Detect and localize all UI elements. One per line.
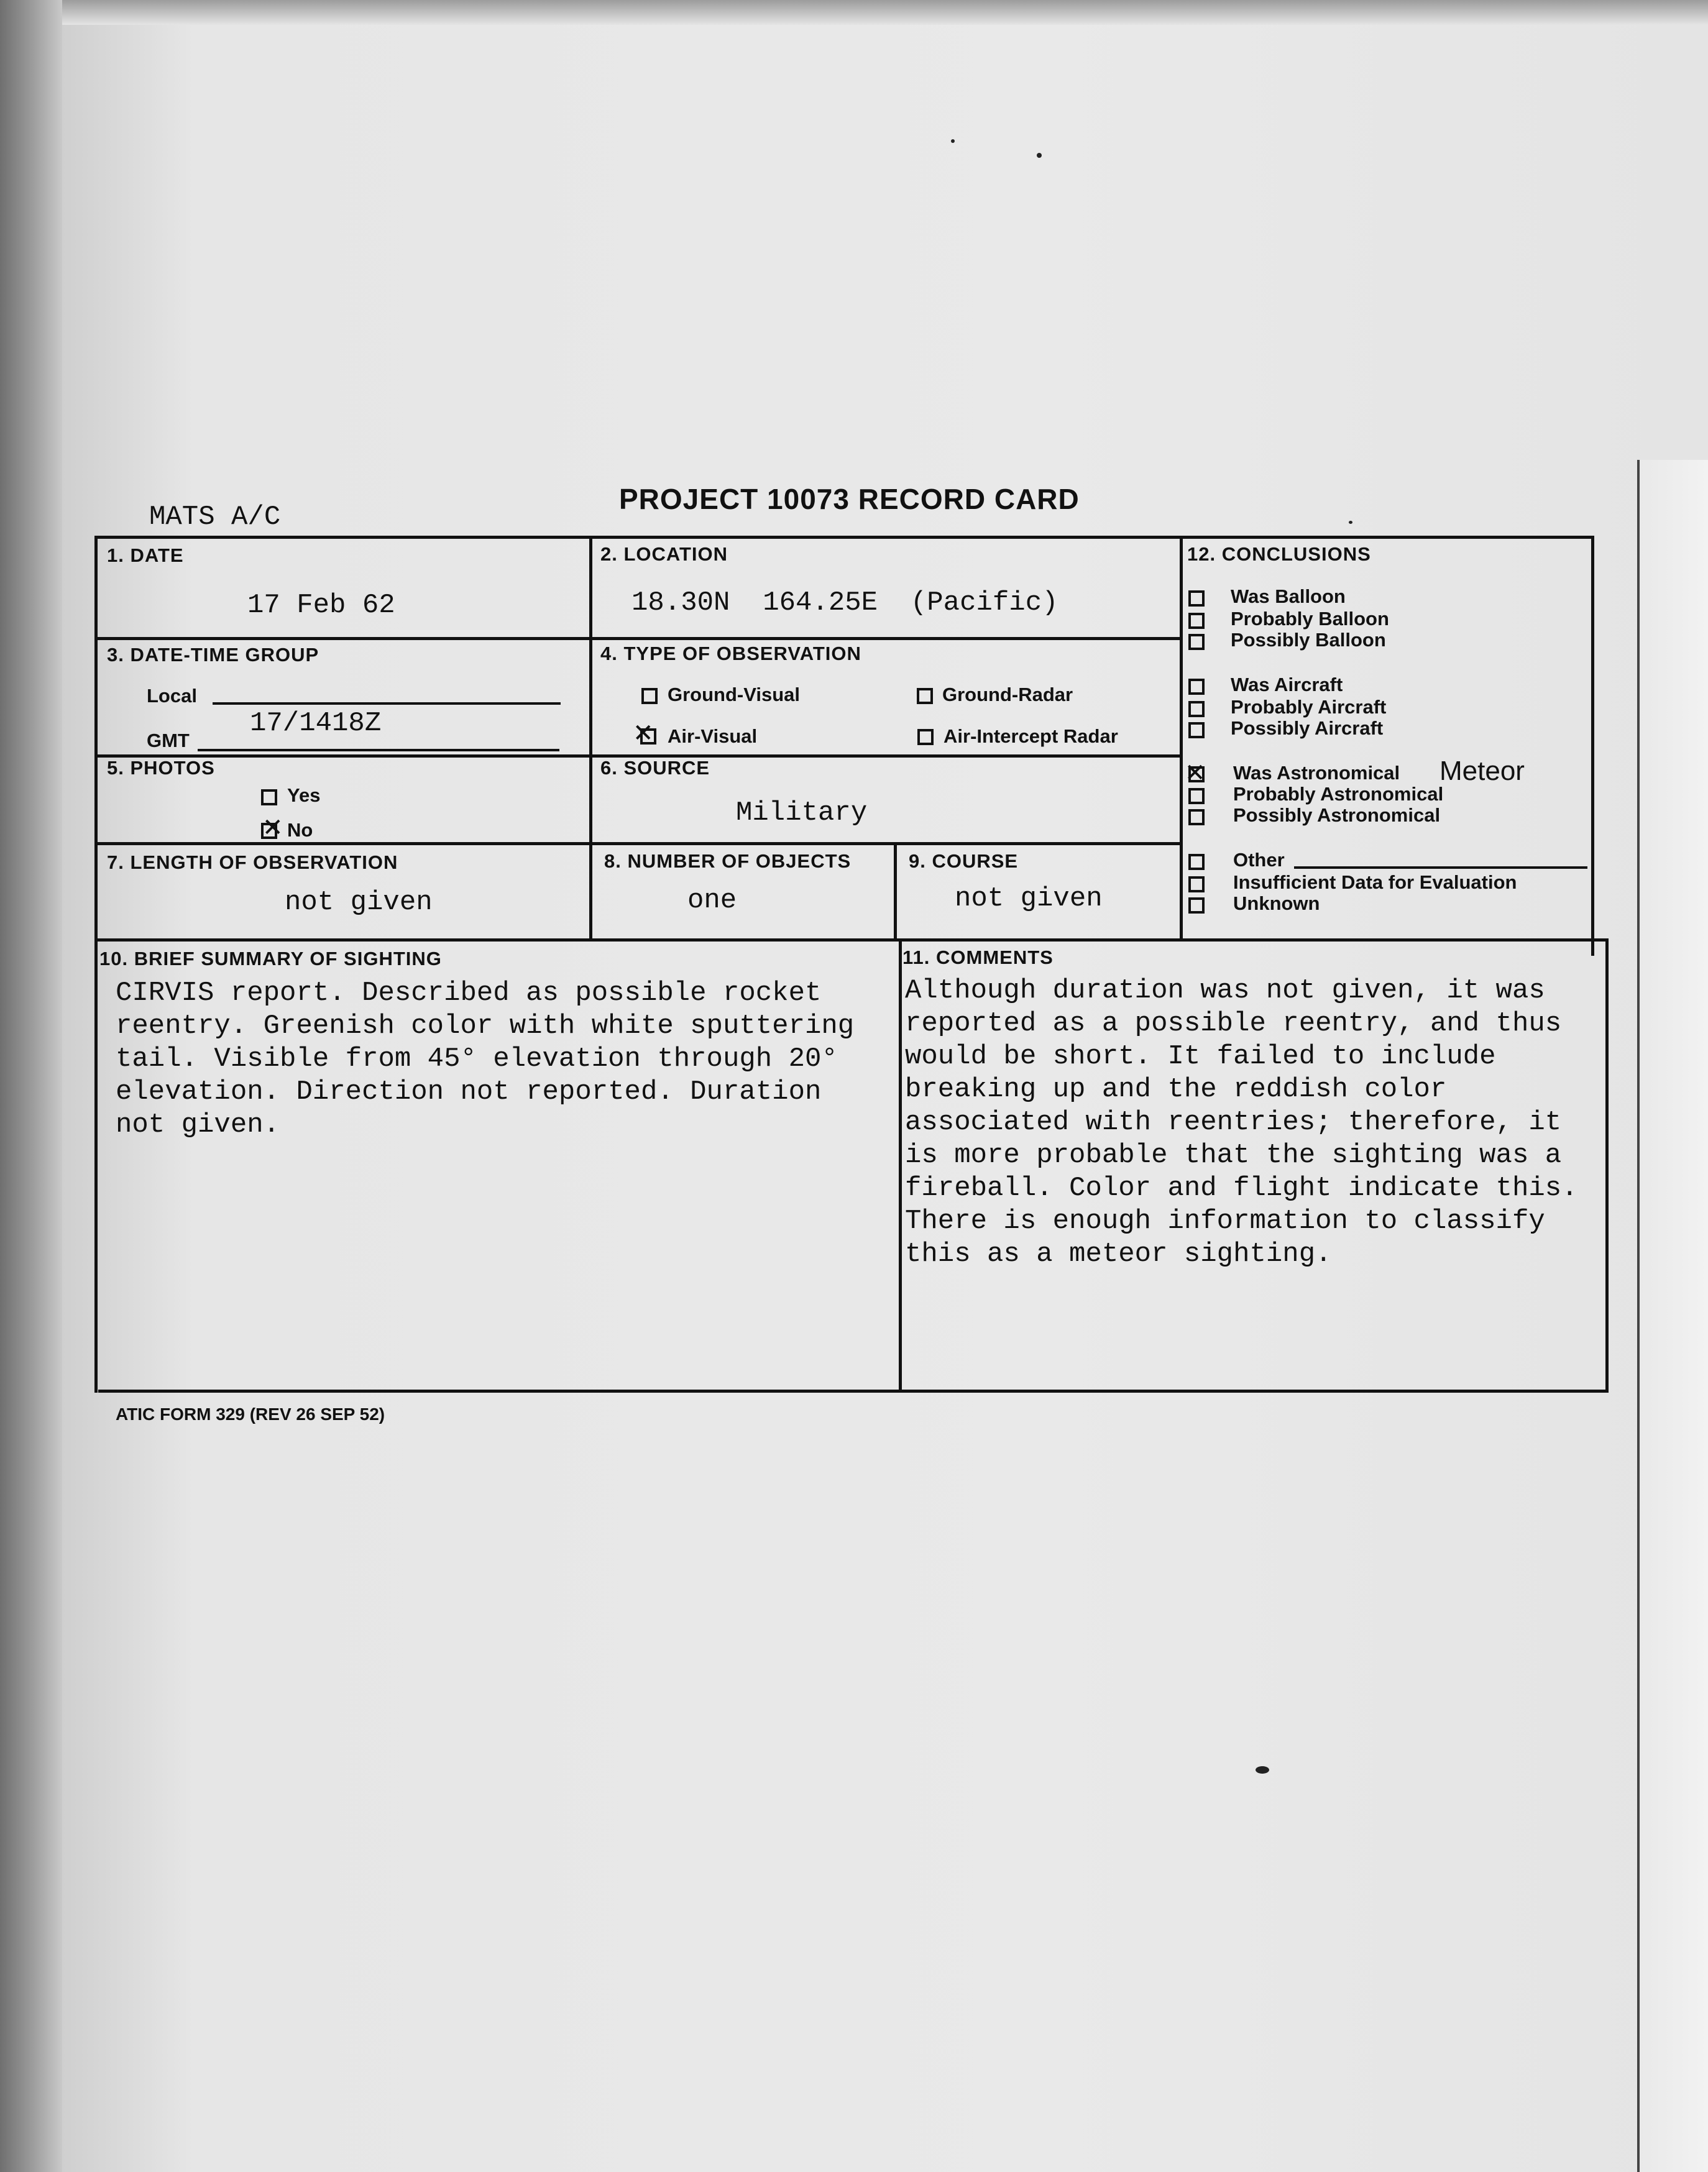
divider-col-comments [899, 940, 902, 1391]
type-of-observation-label: 4. TYPE OF OBSERVATION [600, 643, 861, 664]
frame-right-lower [1605, 942, 1609, 1393]
dust-speck [1256, 1766, 1269, 1774]
air-intercept-radar-checkbox[interactable] [917, 729, 934, 745]
probably-balloon-label: Probably Balloon [1231, 608, 1389, 630]
dust-speck [951, 139, 955, 143]
comments-line: this as a meteor sighting. [905, 1239, 1332, 1270]
film-border-right [1637, 460, 1708, 2172]
date-value: 17 Feb 62 [247, 590, 395, 621]
conclusions-label: 12. CONCLUSIONS [1187, 543, 1371, 565]
gmt-value: 17/1418Z [250, 708, 382, 739]
date-time-group-label: 3. DATE-TIME GROUP [107, 644, 319, 666]
was-aircraft-checkbox[interactable] [1188, 679, 1205, 695]
photos-label: 5. PHOTOS [107, 757, 215, 779]
probably-aircraft-label: Probably Aircraft [1231, 696, 1387, 718]
possibly-astronomical-label: Possibly Astronomical [1233, 804, 1441, 826]
photos-no-check-mark: ✕ [262, 813, 283, 842]
brief-summary-text [116, 977, 854, 1142]
comments-line: reported as a possible reentry, and thus [905, 1008, 1562, 1039]
divider-col-1 [589, 536, 592, 938]
ground-visual-checkbox[interactable] [641, 688, 658, 704]
other-underline [1294, 866, 1587, 869]
source-label: 6. SOURCE [600, 757, 710, 779]
gmt-label: GMT [147, 730, 190, 751]
ground-radar-label: Ground-Radar [942, 684, 1073, 705]
divider-row-3 [94, 842, 1182, 845]
local-label: Local [147, 685, 197, 707]
dust-speck [1037, 153, 1042, 158]
air-visual-check-mark: ✕ [633, 719, 654, 748]
was-astronomical-annotation: Meteor [1439, 756, 1525, 786]
source-value: Military [736, 797, 868, 828]
probably-astronomical-label: Probably Astronomical [1233, 783, 1444, 805]
photos-no-label: No [287, 819, 313, 841]
frame-left [94, 536, 98, 1393]
comments-label: 11. COMMENTS [902, 946, 1054, 968]
form-title: PROJECT 10073 RECORD CARD [619, 483, 1080, 515]
course-value: not given [955, 883, 1103, 914]
number-of-objects-value: one [687, 885, 737, 916]
was-balloon-label: Was Balloon [1231, 585, 1346, 607]
number-of-objects-label: 8. NUMBER OF OBJECTS [604, 850, 852, 872]
brief-summary-line: reentry. Greenish color with white sputtering [116, 1010, 855, 1042]
possibly-aircraft-checkbox[interactable] [1188, 722, 1205, 738]
was-balloon-checkbox[interactable] [1188, 590, 1205, 607]
divider-row-4 [94, 938, 1609, 942]
brief-summary-label: 10. BRIEF SUMMARY OF SIGHTING [99, 948, 442, 969]
probably-astronomical-checkbox[interactable] [1188, 788, 1205, 804]
probably-balloon-checkbox[interactable] [1188, 613, 1205, 629]
comments-line: There is enough information to classify [905, 1206, 1545, 1237]
film-border-top [62, 0, 1708, 25]
length-of-observation-label: 7. LENGTH OF OBSERVATION [107, 851, 398, 873]
divider-col-course [894, 844, 897, 939]
comments-line: fireball. Color and flight indicate this. [905, 1173, 1578, 1204]
possibly-balloon-label: Possibly Balloon [1231, 629, 1386, 651]
length-of-observation-value: not given [285, 887, 433, 918]
brief-summary-line: not given. [116, 1109, 280, 1140]
comments-line: associated with reentries; therefore, it [905, 1107, 1562, 1138]
divider-row-1 [94, 637, 1182, 640]
insufficient-data-label: Insufficient Data for Evaluation [1233, 871, 1517, 893]
insufficient-data-checkbox[interactable] [1188, 876, 1205, 892]
possibly-aircraft-label: Possibly Aircraft [1231, 717, 1384, 739]
film-border-left [0, 0, 62, 2172]
comments-text [905, 974, 1578, 1271]
comments-line: breaking up and the reddish color [905, 1074, 1447, 1105]
dust-speck [1349, 521, 1352, 524]
comments-line: Although duration was not given, it was [905, 975, 1545, 1006]
frame-bottom [98, 1390, 1609, 1393]
probably-aircraft-checkbox[interactable] [1188, 701, 1205, 717]
brief-summary-line: elevation. Direction not reported. Duration [116, 1076, 822, 1107]
location-label: 2. LOCATION [600, 543, 728, 565]
photos-yes-checkbox[interactable] [261, 789, 277, 805]
frame-top [94, 536, 1594, 539]
other-checkbox[interactable] [1188, 854, 1205, 870]
unknown-checkbox[interactable] [1188, 897, 1205, 914]
ground-visual-label: Ground-Visual [668, 684, 801, 705]
brief-summary-line: tail. Visible from 45° elevation through 20° [116, 1043, 838, 1075]
brief-summary-line: CIRVIS report. Described as possible rocket [116, 978, 822, 1009]
ground-radar-checkbox[interactable] [917, 688, 933, 704]
form-footer: ATIC FORM 329 (REV 26 SEP 52) [116, 1404, 385, 1424]
gmt-underline [198, 749, 559, 751]
possibly-balloon-checkbox[interactable] [1188, 634, 1205, 650]
air-intercept-radar-label: Air-Intercept Radar [944, 725, 1118, 747]
date-label: 1. DATE [107, 544, 184, 566]
local-underline [213, 702, 561, 705]
was-aircraft-label: Was Aircraft [1231, 674, 1343, 695]
location-value: 18.30N 164.25E (Pacific) [631, 587, 1058, 618]
air-visual-label: Air-Visual [668, 725, 758, 747]
divider-col-2 [1180, 536, 1183, 941]
comments-line: would be short. It failed to include [905, 1041, 1496, 1072]
possibly-astronomical-checkbox[interactable] [1188, 809, 1205, 825]
was-astronomical-check-mark: ✕ [1185, 759, 1206, 787]
handwritten-note: MATS A/C [149, 502, 281, 533]
course-label: 9. COURSE [909, 850, 1019, 872]
comments-line: is more probable that the sighting was a [905, 1140, 1562, 1171]
photos-yes-label: Yes [287, 784, 321, 806]
unknown-label: Unknown [1233, 892, 1320, 914]
was-astronomical-label: Was Astronomical [1233, 762, 1400, 784]
frame-right [1591, 536, 1594, 956]
other-label: Other [1233, 849, 1285, 871]
